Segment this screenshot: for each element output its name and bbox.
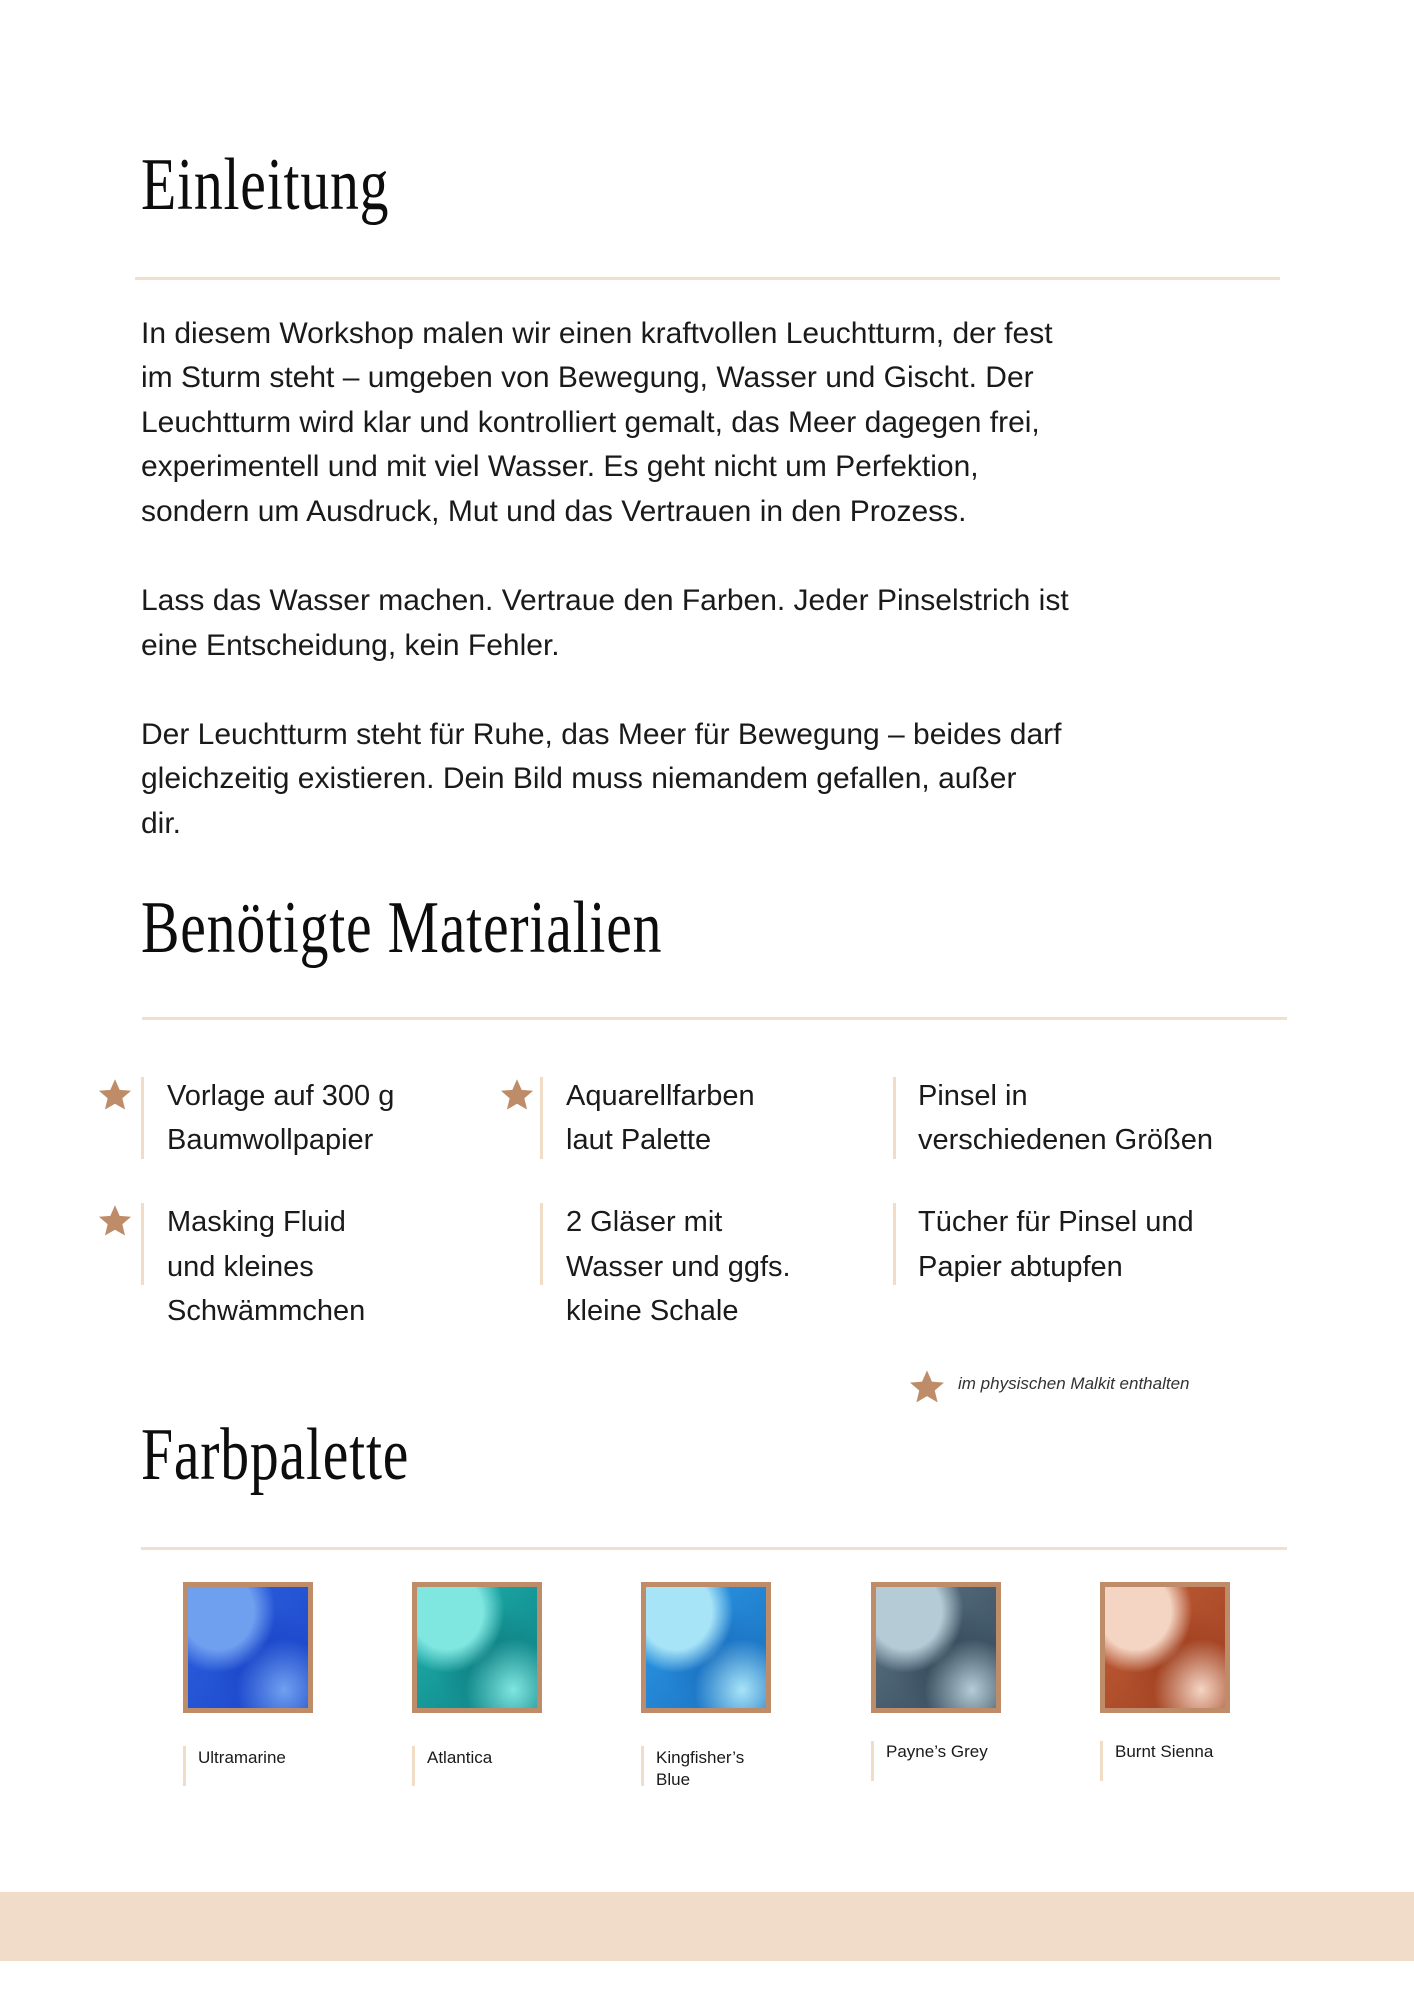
item-bar <box>540 1203 543 1285</box>
swatch-label: Blue <box>656 1770 691 1789</box>
palette-divider <box>141 1547 1287 1550</box>
swatch-label: Payne’s Grey <box>886 1742 988 1761</box>
kit-legend-text: im physischen Malkit enthalten <box>958 1374 1190 1393</box>
intro-line: Lass das Wasser machen. Vertraue den Farben. Jeder Pinselstrich ist <box>141 584 1069 617</box>
intro-line: Leuchtturm wird klar und kontrolliert gemalt, das Meer dagegen frei, <box>141 406 1040 439</box>
material-item-line: Aquarellfarben <box>566 1080 755 1112</box>
item-bar <box>893 1203 896 1285</box>
material-item-line: Masking Fluid <box>167 1206 346 1238</box>
intro-line: experimentell und mit viel Wasser. Es geht nicht um Perfektion, <box>141 450 979 483</box>
item-bar <box>540 1077 543 1159</box>
material-item-line: Wasser und ggfs. <box>566 1251 791 1283</box>
material-item-line: kleine Schale <box>566 1295 739 1327</box>
item-bar <box>141 1203 144 1285</box>
intro-divider <box>135 277 1280 280</box>
swatch-kingfishers-blue <box>641 1582 771 1713</box>
intro-heading: Einleitung <box>141 144 390 226</box>
label-bar <box>412 1746 415 1786</box>
swatch-ultramarine <box>183 1582 313 1713</box>
swatch-label: Burnt Sienna <box>1115 1742 1214 1761</box>
item-bar <box>893 1077 896 1159</box>
intro-line: Der Leuchtturm steht für Ruhe, das Meer für Bewegung – beides darf <box>141 718 1062 751</box>
material-item-line: Papier abtupfen <box>918 1251 1123 1283</box>
material-item-line: und kleines <box>167 1251 314 1283</box>
material-item-line: 2 Gläser mit <box>566 1206 723 1238</box>
star-icon <box>499 1077 535 1113</box>
material-item-line: Tücher für Pinsel und <box>918 1206 1194 1238</box>
footer-band <box>0 1892 1414 1961</box>
material-item-line: Baumwollpapier <box>167 1124 374 1156</box>
intro-line: In diesem Workshop malen wir einen kraftvollen Leuchtturm, der fest <box>141 317 1053 350</box>
label-bar <box>871 1741 874 1781</box>
swatch-burnt-sienna <box>1100 1582 1230 1713</box>
intro-line: eine Entscheidung, kein Fehler. <box>141 629 560 662</box>
intro-line: sondern um Ausdruck, Mut und das Vertrauen in den Prozess. <box>141 495 967 528</box>
swatch-atlantica <box>412 1582 542 1713</box>
label-bar <box>183 1746 186 1786</box>
material-item-line: Pinsel in <box>918 1080 1028 1112</box>
intro-line: im Sturm steht – umgeben von Bewegung, Wasser und Gischt. Der <box>141 361 1034 394</box>
material-item-line: laut Palette <box>566 1124 712 1156</box>
star-icon <box>908 1368 946 1406</box>
material-item-line: Schwämmchen <box>167 1295 366 1327</box>
materials-divider <box>142 1017 1287 1020</box>
swatch-label: Kingfisher’s <box>656 1748 745 1767</box>
material-item-line: verschiedenen Größen <box>918 1124 1213 1156</box>
star-icon <box>97 1077 133 1113</box>
label-bar <box>641 1746 644 1786</box>
intro-line: dir. <box>141 807 182 840</box>
palette-heading: Farbpalette <box>141 1414 410 1496</box>
materials-heading: Benötigte Materialien <box>141 887 663 969</box>
swatch-paynes-grey <box>871 1582 1001 1713</box>
material-item-line: Vorlage auf 300 g <box>167 1080 395 1112</box>
swatch-label: Atlantica <box>427 1748 493 1767</box>
item-bar <box>141 1077 144 1159</box>
label-bar <box>1100 1741 1103 1781</box>
intro-line: gleichzeitig existieren. Dein Bild muss niemandem gefallen, außer <box>141 762 1017 795</box>
star-icon <box>97 1203 133 1239</box>
swatch-label: Ultramarine <box>198 1748 286 1767</box>
